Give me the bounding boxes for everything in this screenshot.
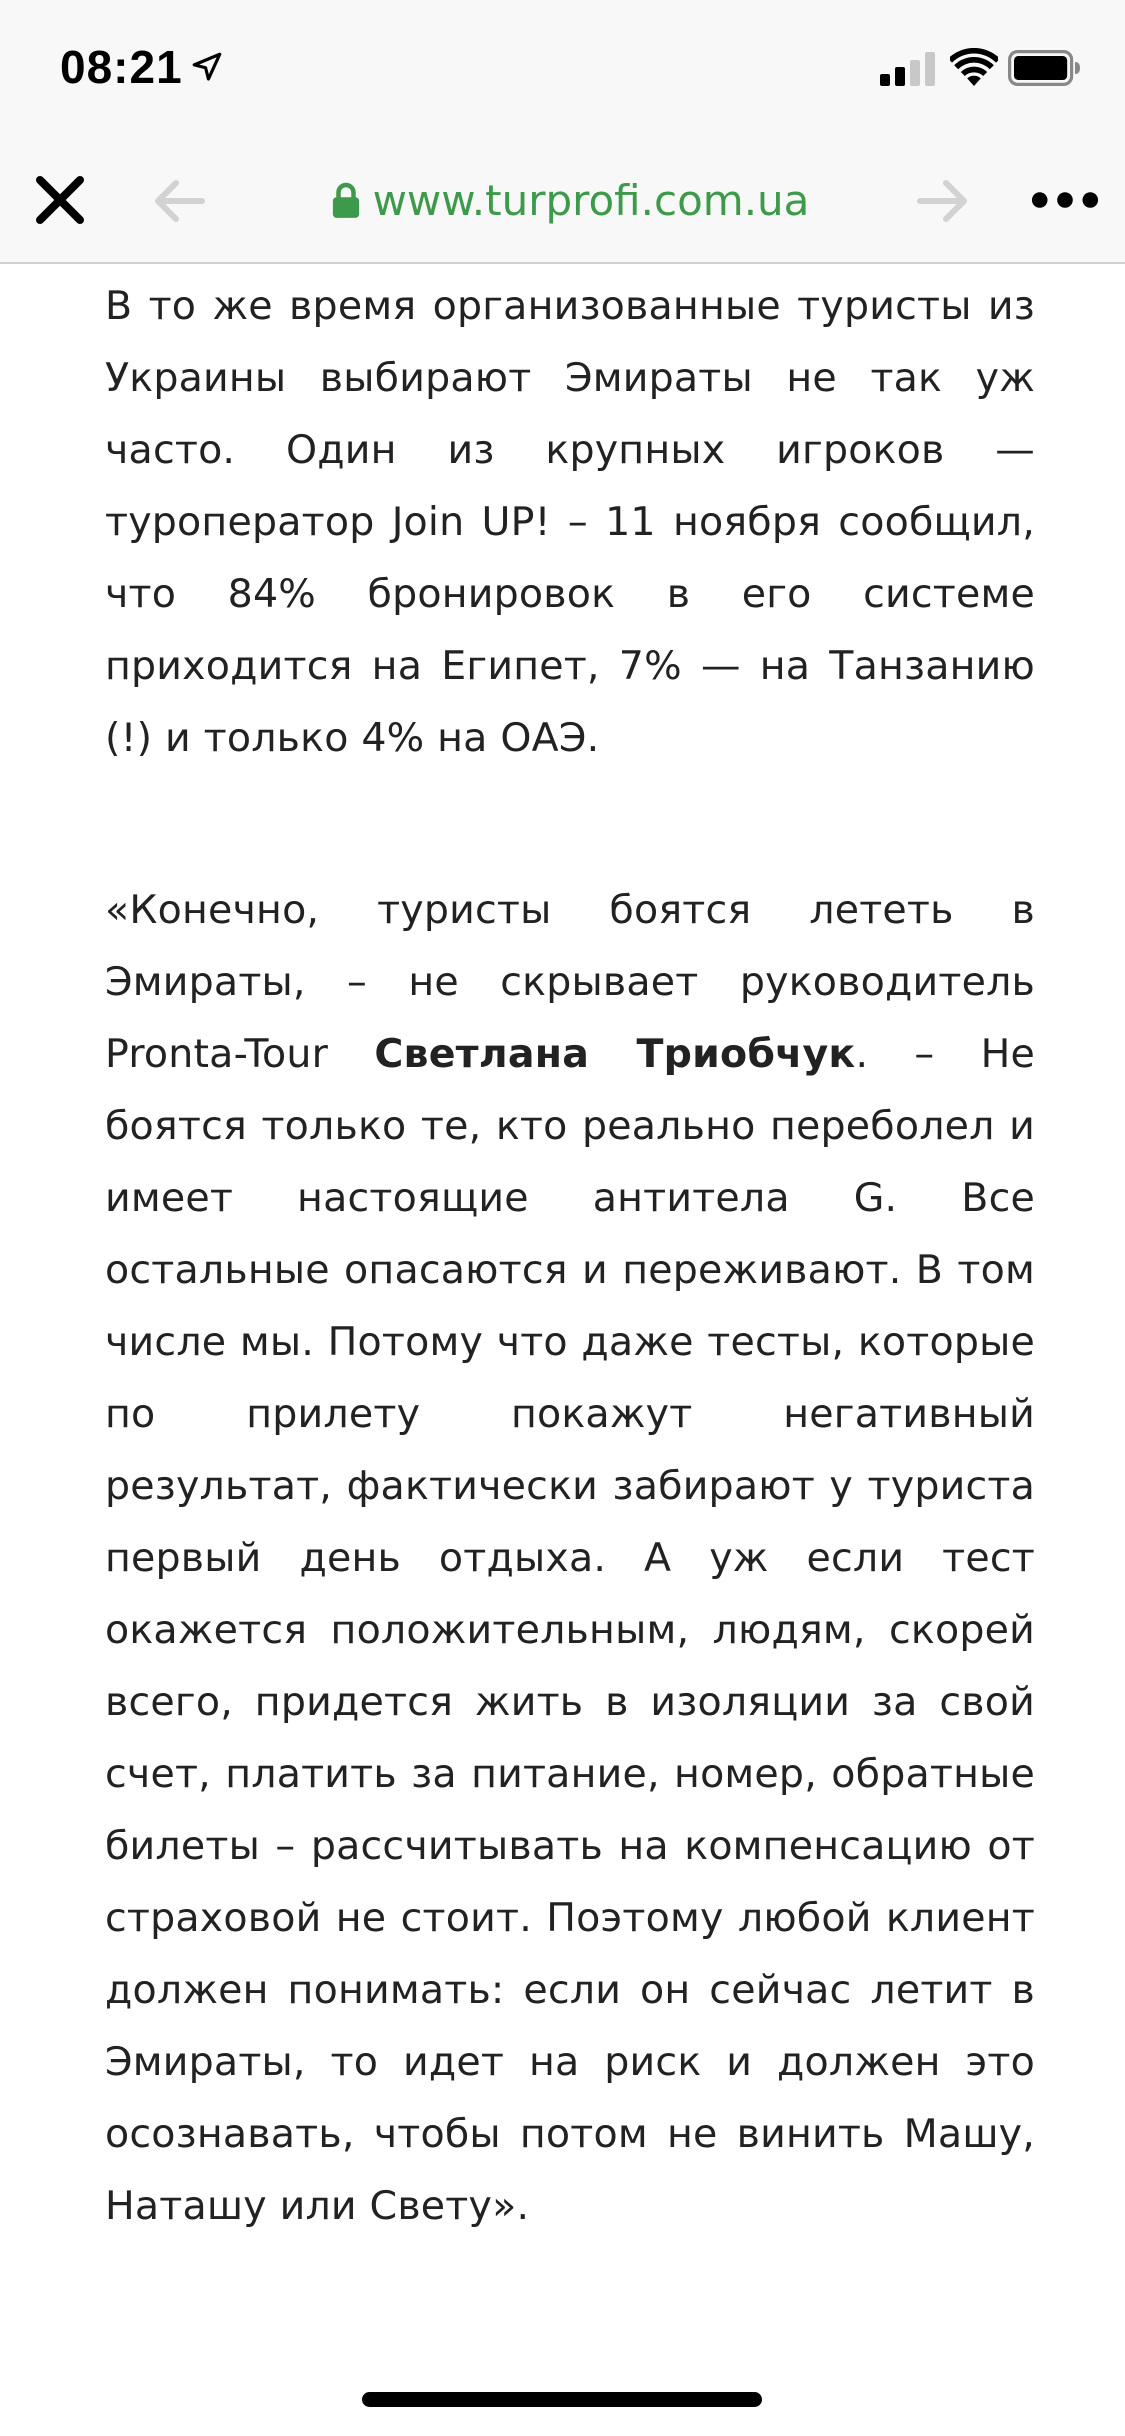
more-icon[interactable] [1030,180,1100,220]
wifi-icon [950,48,998,86]
url-text[interactable]: www.turprofi.com.ua [372,175,810,225]
status-time: 08:21 [60,41,183,93]
person-name: Светлана Триобчук [374,1031,856,1077]
location-arrow-icon [190,50,224,84]
battery-icon [1008,50,1082,86]
article-content [105,270,1035,2242]
address-bar[interactable] [300,170,840,230]
back-arrow-icon[interactable] [150,176,206,226]
close-icon[interactable] [32,172,88,228]
home-indicator[interactable] [362,2392,762,2407]
article-paragraph-1: В то же время организованные туристы из Украины выбирают Эмираты не так уж часто. Один из крупных игроков — туроператор Join UP! – 11 ноября сообщил, что 84% бронировок в его системе приходится на Египет, 7% — на Танзанию (!) и только 4% на ОАЭ. [105,283,1035,761]
forward-arrow-icon[interactable] [916,176,972,226]
quote-text-end: . – Не боятся только те, кто реально переболел и имеет настоящие антитела G. Все остальные опасаются и переживают. В том числе мы. Потому что даже тесты, которые по прилету покажут негативный результат, фактически забирают у туриста первый день отдыха. А уж если тест окажется положительным, людям, скорей всего, придется жить в изоляции за свой счет, платить за питание, номер, обратные билеты – рассчитывать на компенсацию от страховой не стоит. Поэтому любой клиент должен понимать: если он сейчас летит в Эмираты, то идет на риск и должен это осознавать, чтобы потом не винить Машу, Наташу или Свету». [105,1031,1036,2229]
article-paragraph-2 [105,874,1035,2242]
signal-icon [880,52,936,86]
browser-toolbar [0,140,1125,264]
quote-text-start: «Конечно, туристы боятся лететь в Эмираты, – не скрывает руководитель Pronta-Tour [105,887,1035,1077]
status-bar [0,0,1125,140]
lock-icon [331,181,361,219]
